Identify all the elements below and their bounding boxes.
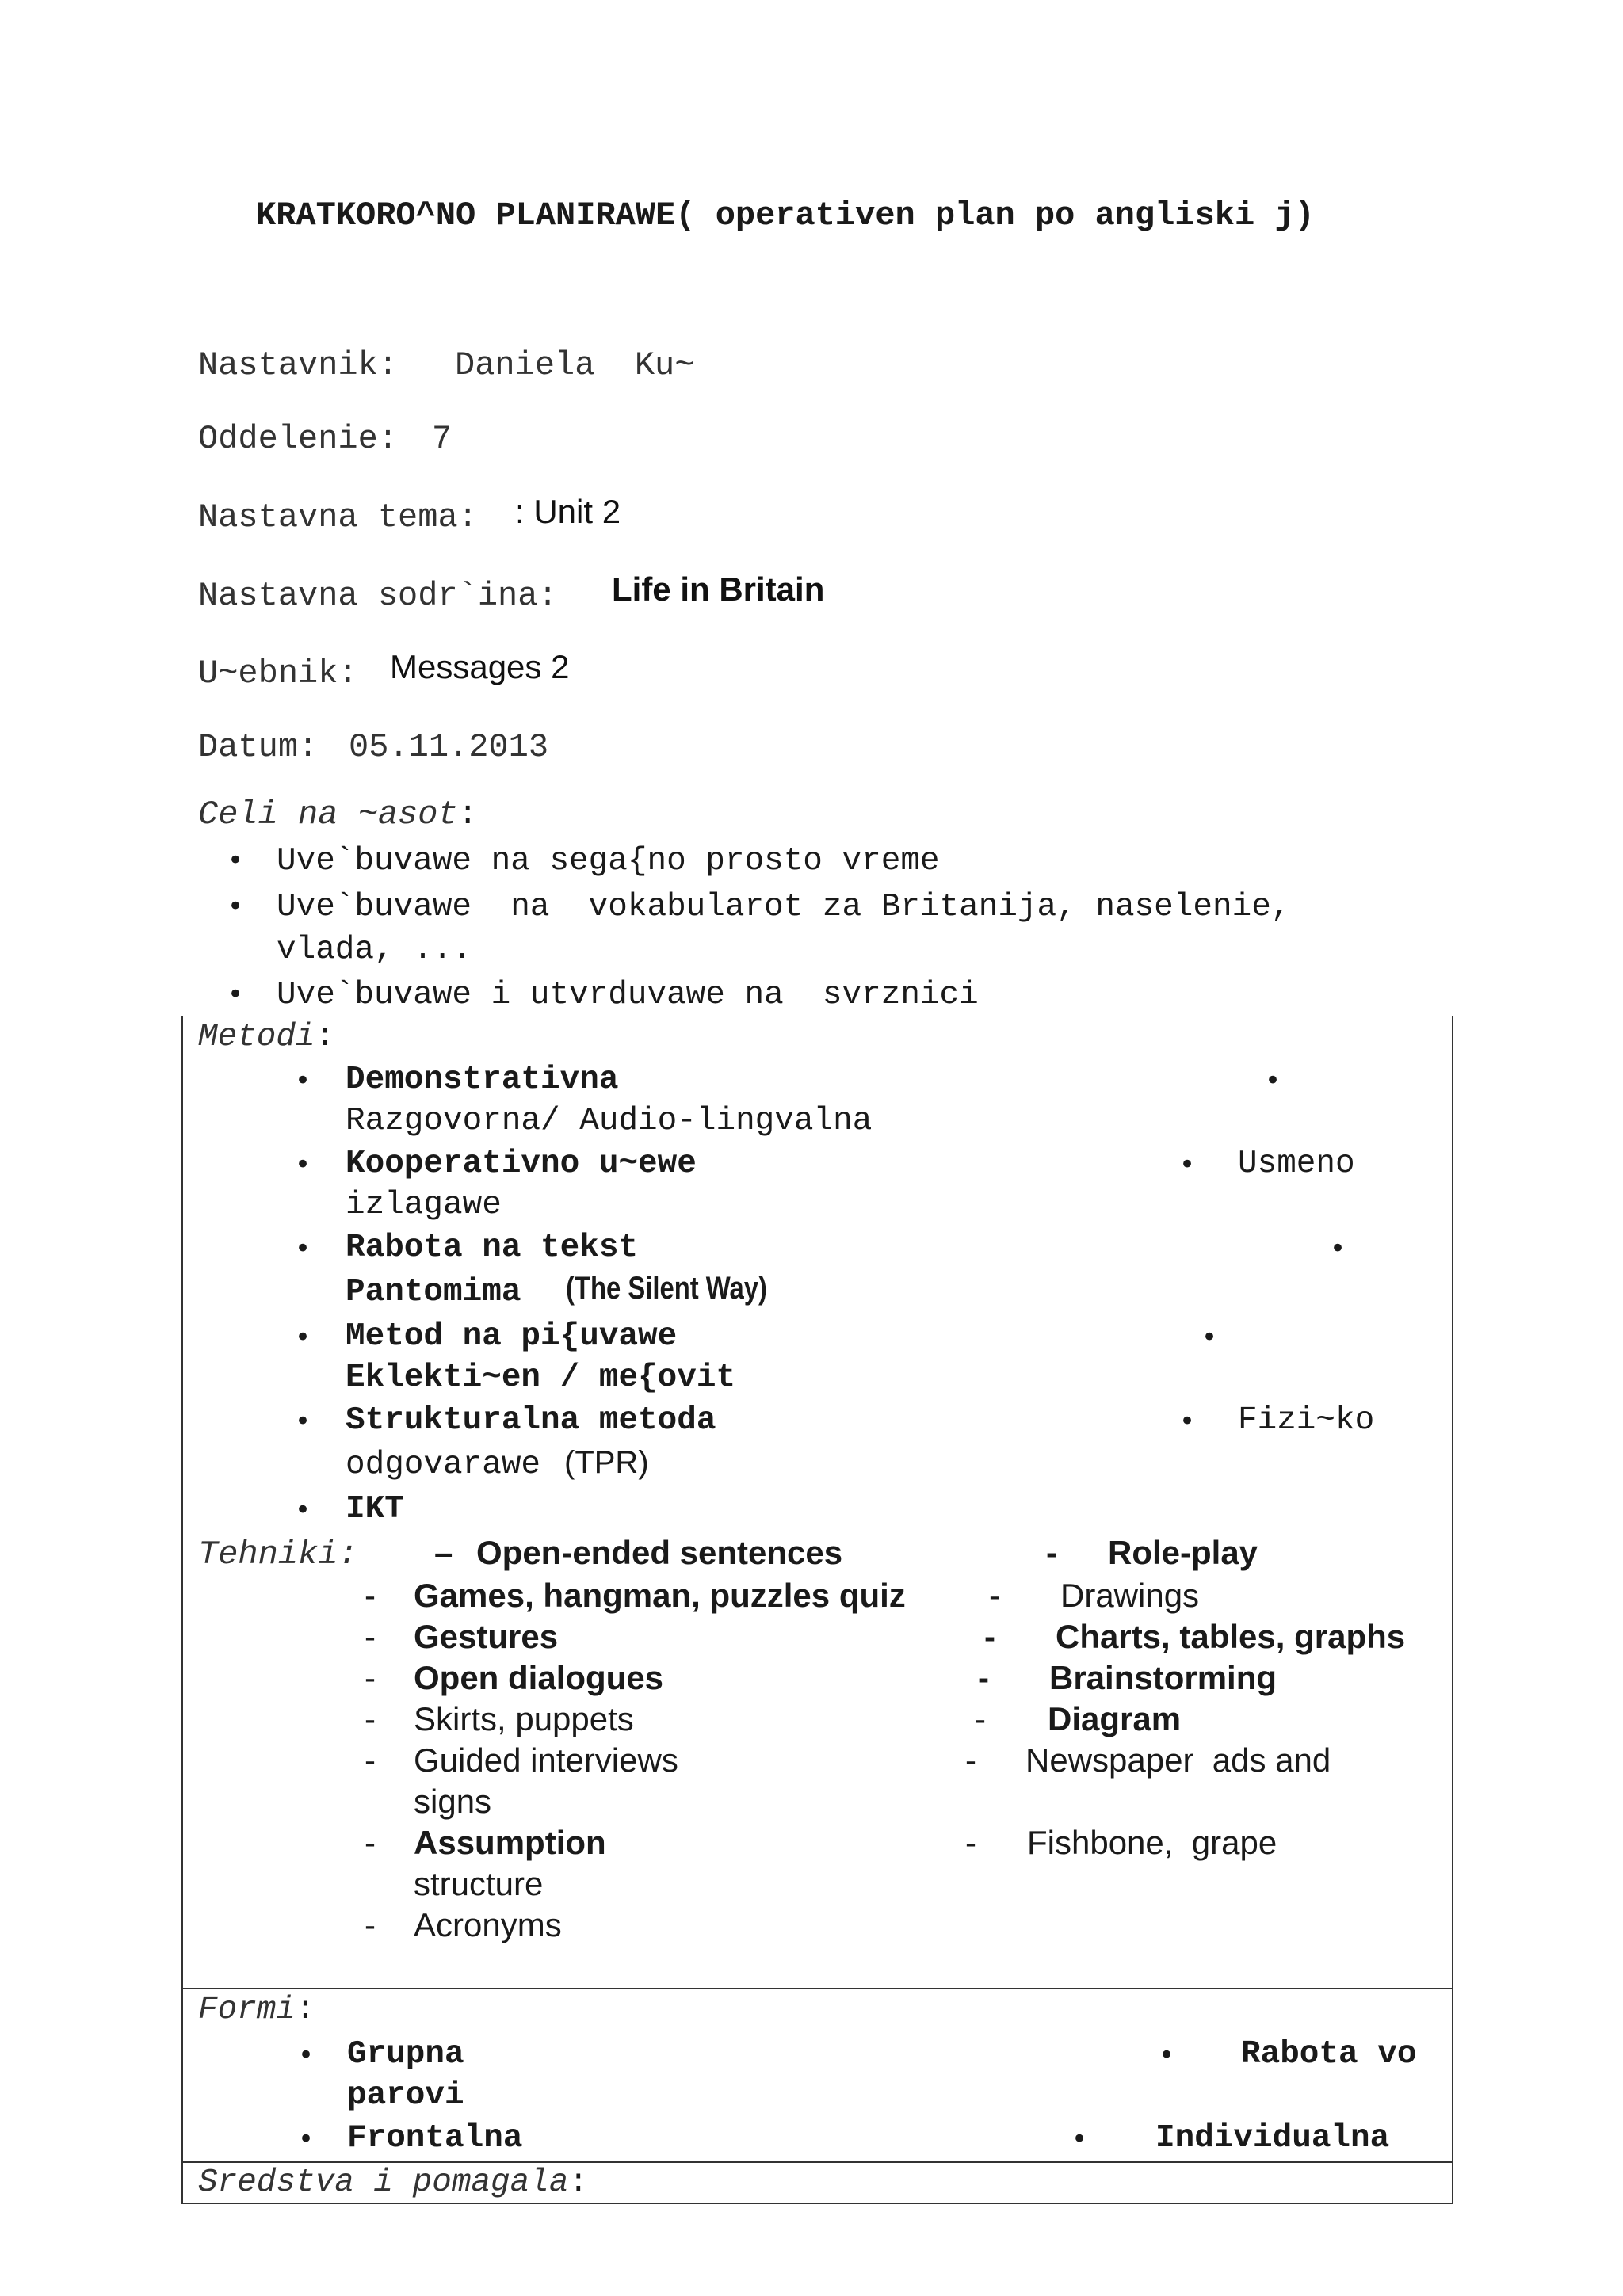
forms-bullet: • bbox=[1071, 2123, 1088, 2155]
technique-item: Fishbone, grape bbox=[1027, 1824, 1277, 1861]
theme-value: : Unit 2 bbox=[515, 493, 621, 530]
technique-item: Acronyms bbox=[414, 1906, 562, 1943]
table-border-left bbox=[181, 1016, 183, 2204]
table-border-bottom bbox=[181, 2203, 1453, 2204]
goals-item-continued: vlada, ... bbox=[277, 932, 472, 968]
goals-bullet: • bbox=[227, 978, 244, 1010]
technique-dash: - bbox=[365, 1700, 376, 1737]
methods-bullet: • bbox=[1330, 1233, 1346, 1264]
technique-dash: - bbox=[965, 1741, 976, 1779]
methods-item-right: Usmeno bbox=[1238, 1146, 1355, 1182]
date-label: Datum: bbox=[198, 728, 319, 766]
methods-bullet: • bbox=[1201, 1322, 1218, 1353]
methods-item-note: (TPR) bbox=[564, 1445, 649, 1480]
goals-item: Uve`buvawe na vokabularot za Britanija, naselenie, bbox=[277, 889, 1291, 925]
methods-item: Strukturalna metoda bbox=[346, 1402, 716, 1439]
theme-label: Nastavna tema: bbox=[198, 498, 478, 536]
goals-label: Celi na ~asot bbox=[198, 795, 458, 833]
resources-colon: : bbox=[568, 2164, 589, 2201]
methods-bullet: • bbox=[295, 1233, 311, 1264]
technique-dash: - bbox=[978, 1659, 989, 1696]
technique-item: Drawings bbox=[1060, 1577, 1200, 1614]
methods-item-continued: izlagawe bbox=[346, 1187, 502, 1223]
methods-item-continued: Eklekti~en / me{ovit bbox=[346, 1360, 736, 1396]
methods-item: Kooperativno u~ewe bbox=[346, 1146, 697, 1182]
technique-dash: - bbox=[1046, 1534, 1057, 1571]
technique-dash: - bbox=[365, 1906, 376, 1943]
technique-item: Diagram bbox=[1048, 1700, 1182, 1737]
forms-label: Formi bbox=[198, 1992, 296, 2028]
technique-item-continued: structure bbox=[414, 1865, 544, 1902]
technique-item: Guided interviews bbox=[414, 1741, 678, 1779]
goals-colon: : bbox=[457, 795, 478, 833]
goals-heading bbox=[198, 795, 478, 833]
technique-dash: – bbox=[434, 1534, 453, 1571]
technique-dash: - bbox=[365, 1659, 376, 1696]
techniques-label: Tehniki: bbox=[198, 1535, 358, 1573]
technique-item: Charts, tables, graphs bbox=[1056, 1618, 1406, 1655]
technique-dash: - bbox=[365, 1741, 376, 1779]
goals-item: Uve`buvawe na sega{no prosto vreme bbox=[277, 843, 940, 879]
technique-item: Brainstorming bbox=[1049, 1659, 1277, 1696]
content-value: Life in Britain bbox=[612, 570, 825, 608]
methods-bullet: • bbox=[1179, 1405, 1196, 1437]
forms-item: Grupna bbox=[347, 2036, 464, 2073]
forms-heading bbox=[198, 1992, 315, 2028]
methods-item-continued: odgovarawe bbox=[346, 1447, 541, 1483]
technique-dash: - bbox=[989, 1577, 1000, 1614]
methods-bullet: • bbox=[295, 1065, 311, 1097]
technique-item: Role-play bbox=[1108, 1534, 1258, 1571]
methods-item-note: (The Silent Way) bbox=[566, 1271, 767, 1306]
technique-dash: - bbox=[365, 1577, 376, 1614]
goals-item: Uve`buvawe i utvrduvawe na svrznici bbox=[277, 977, 979, 1013]
methods-item-continued: Razgovorna/ Audio-lingvalna bbox=[346, 1103, 873, 1139]
technique-item: Gestures bbox=[414, 1618, 559, 1655]
methods-bullet: • bbox=[295, 1405, 311, 1437]
forms-item: Frontalna bbox=[347, 2120, 523, 2157]
technique-item: Open-ended sentences bbox=[476, 1534, 843, 1571]
technique-dash: - bbox=[965, 1824, 976, 1861]
textbook-value: Messages 2 bbox=[390, 648, 570, 685]
goals-bullet: • bbox=[227, 891, 244, 922]
methods-bullet: • bbox=[1265, 1065, 1281, 1097]
methods-heading bbox=[198, 1019, 334, 1055]
methods-item: IKT bbox=[346, 1491, 404, 1527]
technique-item: Games, hangman, puzzles quiz bbox=[414, 1577, 906, 1614]
technique-item: Assumption bbox=[414, 1824, 606, 1861]
methods-item: Rabota na tekst bbox=[346, 1230, 639, 1266]
resources-heading bbox=[198, 2164, 588, 2201]
methods-item: Demonstrativna bbox=[346, 1062, 619, 1098]
table-divider bbox=[181, 1988, 1453, 1989]
class-value: 7 bbox=[432, 420, 453, 458]
technique-dash: - bbox=[984, 1618, 995, 1655]
methods-bullet: • bbox=[295, 1322, 311, 1353]
technique-item: Open dialogues bbox=[414, 1659, 664, 1696]
date-value: 05.11.2013 bbox=[349, 728, 549, 766]
methods-bullet: • bbox=[295, 1494, 311, 1526]
methods-colon: : bbox=[315, 1019, 335, 1055]
methods-bullet: • bbox=[1179, 1149, 1196, 1180]
goals-bullet: • bbox=[227, 845, 244, 876]
table-border-right bbox=[1452, 1016, 1453, 2204]
technique-dash: - bbox=[975, 1700, 986, 1737]
forms-item: Rabota vo bbox=[1241, 2036, 1417, 2073]
technique-item-continued: signs bbox=[414, 1783, 492, 1820]
methods-item-right: Fizi~ko bbox=[1238, 1402, 1375, 1439]
methods-bullet: • bbox=[295, 1149, 311, 1180]
forms-bullet: • bbox=[1159, 2039, 1175, 2071]
textbook-label: U~ebnik: bbox=[198, 654, 358, 692]
forms-bullet: • bbox=[298, 2123, 315, 2155]
teacher-label: Nastavnik: bbox=[198, 346, 399, 384]
table-divider bbox=[181, 2161, 1453, 2163]
forms-bullet: • bbox=[298, 2039, 315, 2071]
forms-item: Individualna bbox=[1155, 2120, 1390, 2157]
forms-colon: : bbox=[296, 1992, 315, 2028]
technique-dash: - bbox=[365, 1618, 376, 1655]
technique-dash: - bbox=[365, 1824, 376, 1861]
class-label: Oddelenie: bbox=[198, 420, 399, 458]
methods-item-continued: Pantomima bbox=[346, 1274, 521, 1310]
teacher-value: Daniela Ku~ bbox=[455, 346, 695, 384]
technique-item: Skirts, puppets bbox=[414, 1700, 634, 1737]
forms-item-continued: parovi bbox=[347, 2077, 464, 2114]
content-label: Nastavna sodr`ina: bbox=[198, 577, 558, 615]
methods-label: Metodi bbox=[198, 1019, 315, 1055]
resources-label: Sredstva i pomagala bbox=[198, 2164, 569, 2201]
technique-item: Newspaper ads and bbox=[1025, 1741, 1331, 1779]
methods-item: Metod na pi{uvawe bbox=[346, 1318, 678, 1355]
page-title: KRATKORO^NO PLANIRAWE( operativen plan po angliski j) bbox=[256, 196, 1315, 235]
